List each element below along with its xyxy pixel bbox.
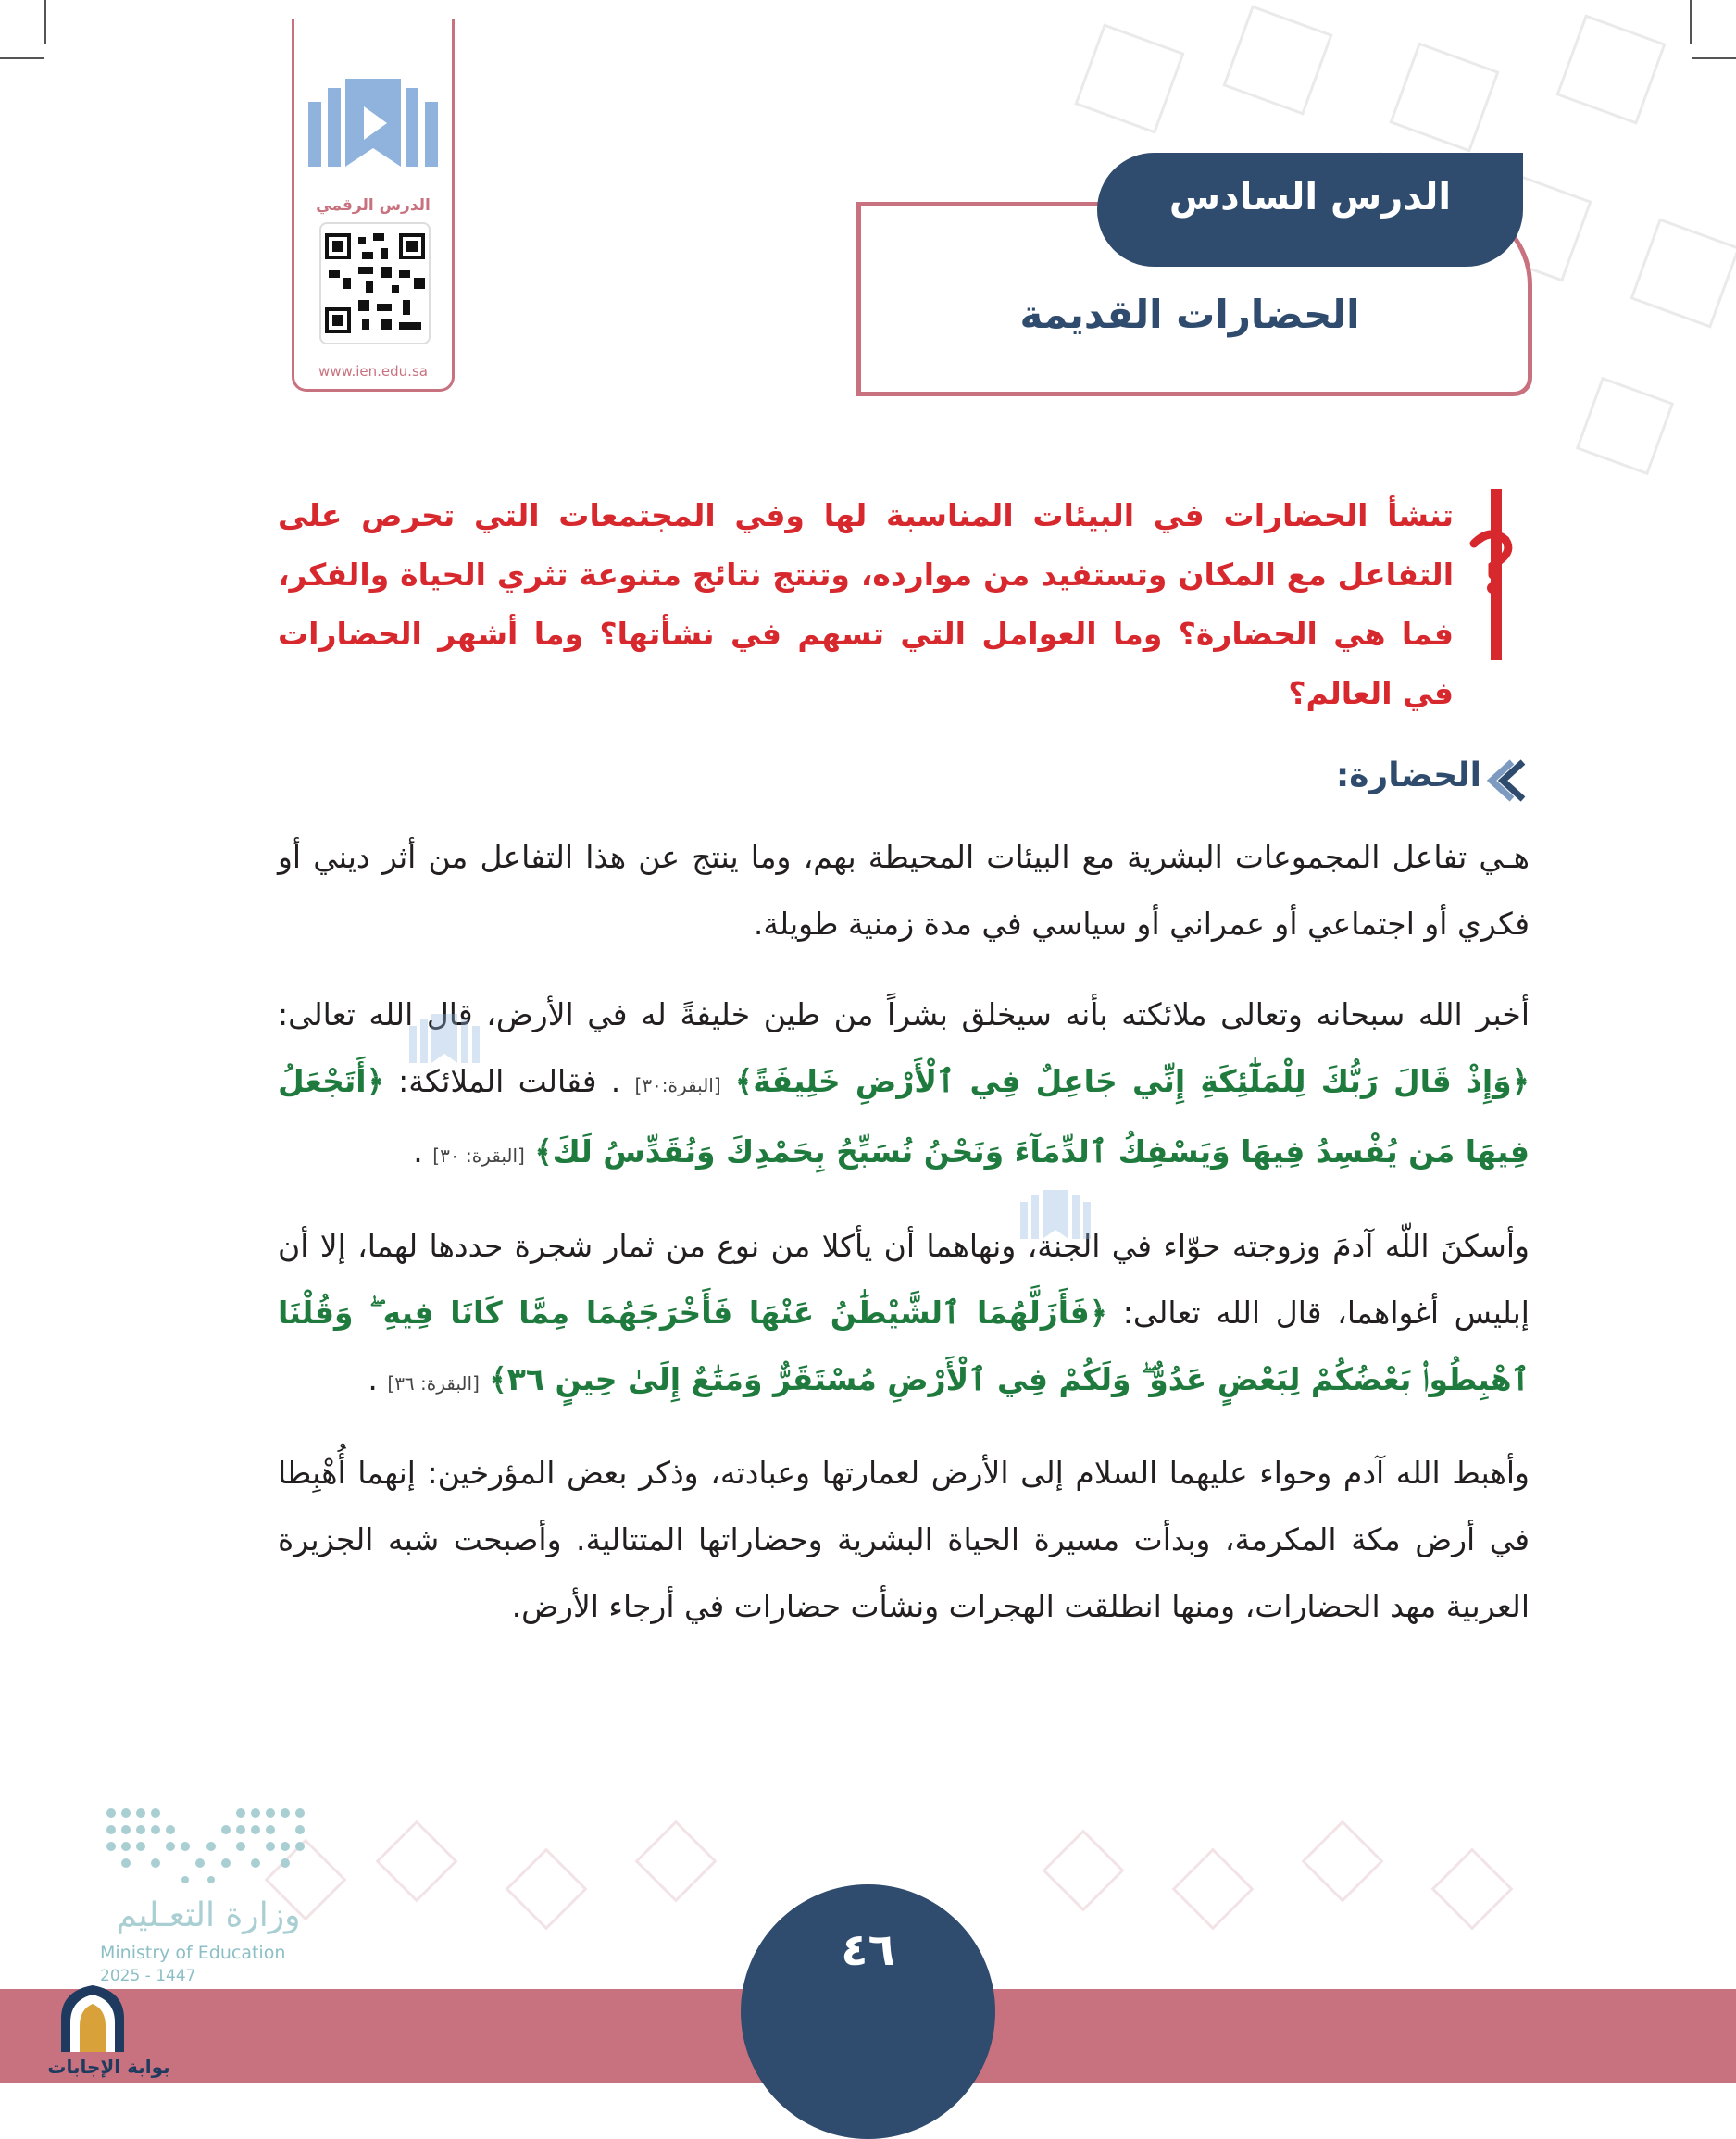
- watermark-logo-icon: [407, 1009, 481, 1074]
- paragraph-text: . فقالت الملائكة:: [398, 1063, 621, 1099]
- question-mark-icon: [1463, 523, 1518, 597]
- crop-mark: [44, 0, 46, 44]
- quran-verse: ﴿وَإِذْ قَالَ رَبُّكَ لِلْمَلَٰٓئِكَةِ إِنِّي جَاعِلٌ فِي ٱلْأَرْضِ خَلِيفَةً﴾: [734, 1063, 1530, 1099]
- lesson-title: الحضارات القديمة: [1019, 292, 1360, 337]
- lesson-number: الدرس السادس: [1168, 176, 1452, 219]
- digital-lesson-logo-icon: [304, 69, 443, 190]
- intro-paragraph: تنشأ الحضارات في البيئات المناسبة لها وفي المجتمعات التي تحرص على التفاعل مع المكان وتستفيد من موارده، وتنتج نتائج متنوعة تثري الحياة والفكر، فما هي الحضارة؟ وما العوامل التي تسهم في نشأتها؟ وما أشهر الحضارات في العالم؟: [278, 497, 1454, 711]
- paragraph-text: وأسكنَ اللّه آدمَ وزوجته حوّاء في الجنة، ونهاهما أن يأكلا من نوع من ثمار شجرة حددها لهما، إلا أن إبليس أغواهما، قال الله تعالى:: [278, 1228, 1530, 1331]
- paragraph-text: .: [368, 1361, 378, 1397]
- ministry-logo-icon: [102, 1804, 315, 1892]
- ministry-name-english: Ministry of Education: [100, 1943, 286, 1963]
- double-chevron-icon: [1486, 757, 1532, 804]
- watermark-logo-icon: [1018, 1185, 1093, 1250]
- verse-reference: [البقرة: ٣٠]: [432, 1145, 525, 1167]
- paragraph-text: .: [413, 1133, 423, 1170]
- qr-caption: الدرس الرقمي: [316, 196, 431, 215]
- paragraph-text: أخبر الله سبحانه وتعالى ملائكته بأنه سيخلق بشراً من طين خليفةً له في الأرض، قال الله تعالى:: [278, 996, 1530, 1032]
- answers-portal-logo-icon: [56, 1982, 130, 2054]
- crop-mark: [0, 57, 44, 59]
- qr-code[interactable]: [319, 222, 431, 344]
- verse-reference: [البقرة: ٣٦]: [387, 1372, 480, 1395]
- edition-year: 2025 - 1447: [100, 1967, 196, 1985]
- paragraph-paradise: [278, 1213, 1530, 1417]
- answers-portal-label: بوابة الإجابات: [47, 2056, 170, 2078]
- definition-paragraph: هـي تفاعل المجموعات البشرية مع البيئات المحيطة بهم، وما ينتج عن هذا التفاعل من أثر ديني أو فكري أو اجتماعي أو عمراني أو سياسي في مدة زمنية طويلة.: [278, 839, 1530, 942]
- verse-reference: [البقرة:٣٠]: [634, 1074, 721, 1096]
- qr-url[interactable]: www.ien.edu.sa: [318, 363, 428, 380]
- section-heading: الحضارة:: [1335, 757, 1481, 794]
- paragraph-descent: وأهبط الله آدم وحواء عليهما السلام إلى الأرض لعمارتها وعبادته، وذكر بعض المؤرخين: إنهما أُهْبِطا في أرض مكة المكرمة، وبدأت مسيرة الحياة البشرية وحضاراتها المتتالية. وأصبحت شبه الجزيرة العربية مهد الحضارات، ومنها انطلقت الهجرات ونشأت حضارات في أرجاء الأرض.: [278, 1455, 1530, 1624]
- quran-verse: ﴿أَتَجْعَلُ فِيهَا مَن يُفْسِدُ فِيهَا وَيَسْفِكُ ٱلدِّمَآءَ وَنَحْنُ نُسَبِّحُ بِحَمْدِكَ وَنُقَدِّسُ لَكَ﴾: [278, 1063, 1530, 1170]
- ministry-name-arabic: وزارة التعـليم: [116, 1896, 301, 1934]
- page-number: ٤٦: [841, 1924, 895, 1976]
- page-number-badge: [741, 1884, 995, 2139]
- quran-verse: ﴿فَأَزَلَّهُمَا ٱلشَّيْطَٰنُ عَنْهَا فَأَخْرَجَهُمَا مِمَّا كَانَا فِيهِ ۖ وَقُلْنَا ٱهْبِطُوا۟ بَعْضُكُمْ لِبَعْضٍ عَدُوٌّ ۖ وَلَكُمْ فِي ٱلْأَرْضِ مُسْتَقَرٌّ وَمَتَٰعٌ إِلَىٰ حِينٍ ٣٦﴾: [278, 1295, 1530, 1397]
- digital-lesson-qr-card[interactable]: [292, 19, 455, 392]
